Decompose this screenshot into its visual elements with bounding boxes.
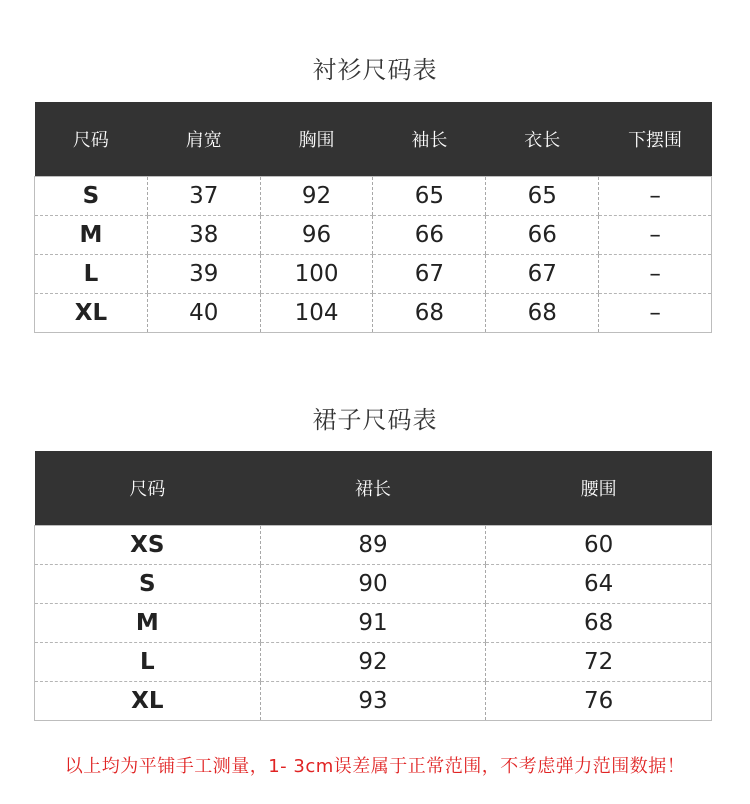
- skirt-table-cell: S: [35, 565, 261, 604]
- shirt-size-title: 衬衫尺码表: [312, 56, 438, 84]
- skirt-table-row: [35, 526, 712, 565]
- shirt-table-cell: 67: [373, 255, 486, 294]
- shirt-header-cell: 衣长: [486, 102, 599, 177]
- skirt-size-table: [34, 451, 712, 721]
- shirt-table-cell: 38: [147, 216, 260, 255]
- measurement-note: 以上均为平铺手工测量，1- 3cm误差属于正常范围，不考虑弹力范围数据！: [64, 756, 686, 777]
- shirt-table-cell: 68: [373, 294, 486, 333]
- skirt-table-cell: L: [35, 643, 261, 682]
- shirt-table-cell: 40: [147, 294, 260, 333]
- skirt-table-cell: 72: [486, 643, 712, 682]
- skirt-table-cell: 68: [486, 604, 712, 643]
- shirt-table-cell: 104: [260, 294, 373, 333]
- skirt-header-cell: 腰围: [486, 451, 712, 526]
- shirt-table-row: [35, 216, 712, 255]
- skirt-header-cell: 尺码: [35, 451, 261, 526]
- shirt-table-cell: 92: [260, 177, 373, 216]
- shirt-table-cell: 68: [486, 294, 599, 333]
- shirt-table-cell: 96: [260, 216, 373, 255]
- skirt-table-cell: 76: [486, 682, 712, 721]
- shirt-size-table: [34, 102, 712, 333]
- shirt-table-cell: 100: [260, 255, 373, 294]
- skirt-table-cell: M: [35, 604, 261, 643]
- shirt-table-row: [35, 255, 712, 294]
- skirt-table-row: [35, 565, 712, 604]
- shirt-table-cell: –: [599, 177, 712, 216]
- skirt-table-cell: 64: [486, 565, 712, 604]
- shirt-table-cell: 66: [373, 216, 486, 255]
- skirt-table-cell: 93: [260, 682, 486, 721]
- skirt-table-cell: 89: [260, 526, 486, 565]
- skirt-size-title: 裙子尺码表: [312, 406, 438, 434]
- skirt-table-cell: XS: [35, 526, 261, 565]
- skirt-table-cell: 92: [260, 643, 486, 682]
- shirt-table-cell: M: [35, 216, 148, 255]
- shirt-table-row: [35, 177, 712, 216]
- shirt-table-cell: L: [35, 255, 148, 294]
- skirt-table-row: [35, 682, 712, 721]
- shirt-table-cell: 65: [373, 177, 486, 216]
- shirt-header-cell: 肩宽: [147, 102, 260, 177]
- skirt-table-row: [35, 643, 712, 682]
- shirt-table-cell: –: [599, 255, 712, 294]
- skirt-table-cell: 90: [260, 565, 486, 604]
- shirt-table-cell: XL: [35, 294, 148, 333]
- shirt-table-cell: –: [599, 294, 712, 333]
- skirt-table-cell: 60: [486, 526, 712, 565]
- shirt-header-cell: 下摆围: [599, 102, 712, 177]
- shirt-table-cell: 65: [486, 177, 599, 216]
- shirt-header-row: [35, 102, 712, 177]
- skirt-table-cell: 91: [260, 604, 486, 643]
- shirt-table-row: [35, 294, 712, 333]
- skirt-header-row: [35, 451, 712, 526]
- shirt-header-cell: 胸围: [260, 102, 373, 177]
- shirt-table-cell: 39: [147, 255, 260, 294]
- shirt-header-cell: 尺码: [35, 102, 148, 177]
- shirt-header-cell: 袖长: [373, 102, 486, 177]
- shirt-table-cell: 66: [486, 216, 599, 255]
- shirt-table-cell: S: [35, 177, 148, 216]
- shirt-table-cell: –: [599, 216, 712, 255]
- shirt-table-cell: 67: [486, 255, 599, 294]
- skirt-header-cell: 裙长: [260, 451, 486, 526]
- shirt-table-cell: 37: [147, 177, 260, 216]
- skirt-table-row: [35, 604, 712, 643]
- skirt-table-cell: XL: [35, 682, 261, 721]
